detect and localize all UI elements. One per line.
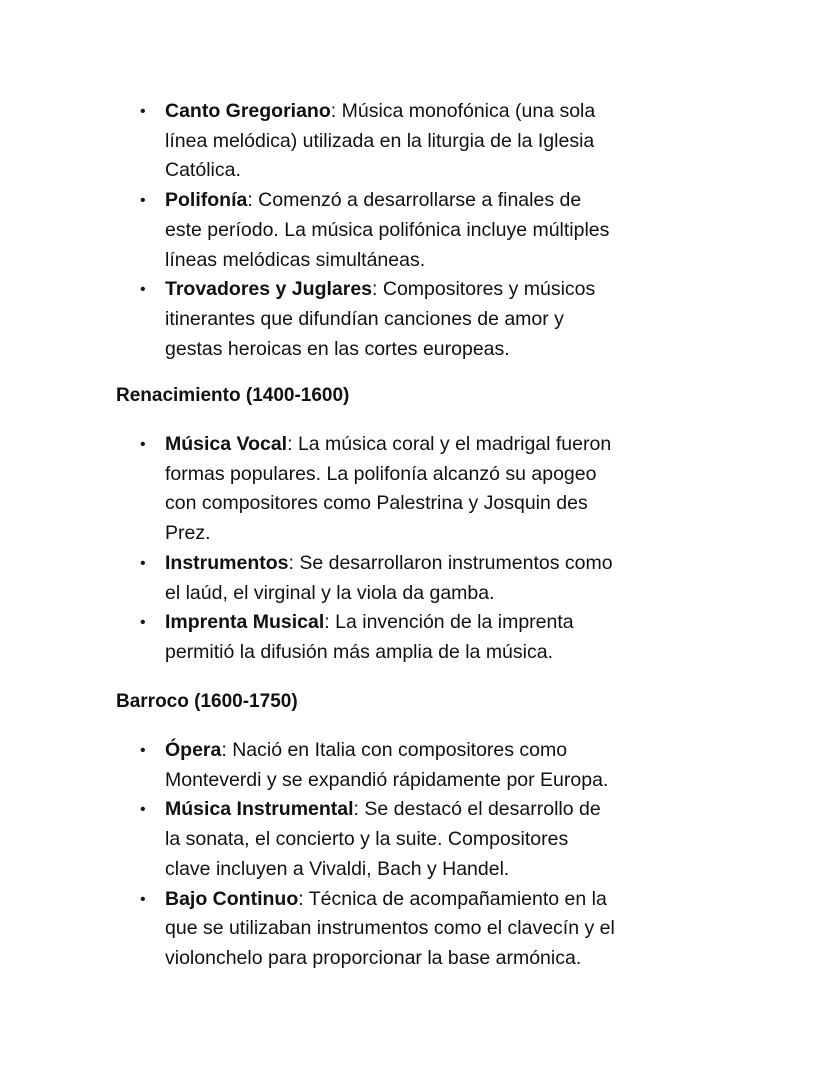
item-text: línea melódica) utilizada en la liturgia de la Iglesia — [165, 129, 595, 152]
item-line — [165, 489, 828, 519]
item-term: Música Vocal — [165, 433, 288, 455]
item-text: itinerantes que difundían canciones de amor y — [165, 307, 564, 330]
item-line — [165, 335, 828, 365]
list-item — [0, 736, 828, 795]
item-line — [165, 246, 828, 276]
item-text: que se utilizaban instrumentos como el clavecín y el — [165, 917, 615, 940]
item-text: con compositores como Palestrina y Josquin des — [165, 492, 588, 515]
item-text: : Compositores y músicos — [372, 278, 596, 301]
item-line — [165, 127, 828, 157]
item-line — [165, 825, 828, 855]
item-line — [165, 855, 828, 885]
item-line — [165, 519, 828, 549]
item-line — [165, 736, 828, 766]
list-item — [0, 885, 828, 974]
item-text: Prez. — [165, 522, 211, 545]
list-item — [0, 97, 828, 186]
bullet-icon: • — [140, 614, 146, 632]
item-line — [165, 914, 828, 944]
bullet-icon: • — [140, 742, 146, 759]
bullet-icon: • — [140, 890, 146, 908]
item-text: clave incluyen a Vivaldi, Bach y Handel. — [165, 857, 510, 880]
section-heading-barroco: Barroco (1600-1750) — [116, 691, 298, 712]
item-text: el laúd, el virginal y la viola da gamba. — [165, 581, 495, 604]
item-text: : Comenzó a desarrollarse a finales de — [247, 189, 582, 212]
item-term: Instrumentos — [165, 551, 289, 574]
list-item — [0, 186, 828, 275]
item-text: Monteverdi y se expandió rápidamente por Europa. — [165, 768, 609, 791]
item-line — [165, 186, 828, 216]
section-heading-renacimiento: Renacimiento (1400-1600) — [116, 385, 350, 406]
item-text: violonchelo para proporcionar la base armónica. — [165, 946, 582, 969]
list-item — [0, 275, 828, 364]
item-line — [165, 608, 828, 638]
item-line — [165, 460, 828, 490]
item-text: : Nació en Italia con compositores como — [221, 739, 568, 761]
item-text: gestas heroicas en las cortes europeas. — [165, 337, 510, 360]
item-text: líneas melódicas simultáneas. — [165, 248, 426, 271]
item-line — [165, 97, 828, 127]
item-term: Canto Gregoriano — [165, 100, 331, 122]
item-text: : Se desarrollaron instrumentos como — [288, 551, 613, 574]
item-line — [165, 766, 828, 796]
item-line — [165, 795, 828, 825]
list-item — [0, 430, 828, 549]
item-line — [165, 638, 828, 668]
item-text: la sonata, el concierto y la suite. Compositores — [165, 828, 569, 851]
item-term: Trovadores y Juglares — [165, 278, 373, 301]
barroco-list — [0, 736, 828, 974]
item-term: Imprenta Musical — [165, 611, 325, 634]
bullet-icon: • — [140, 192, 146, 210]
renacimiento-list — [0, 430, 828, 668]
item-term: Música Instrumental — [165, 798, 354, 821]
item-line — [165, 885, 828, 915]
item-text: : Técnica de acompañamiento en la — [298, 887, 607, 910]
list-item — [0, 549, 828, 608]
item-term: Ópera — [165, 739, 222, 761]
item-line — [165, 549, 828, 579]
item-line — [165, 216, 828, 246]
bullet-icon: • — [140, 103, 146, 120]
item-text: : La invención de la imprenta — [324, 611, 574, 634]
item-text: formas populares. La polifonía alcanzó su apogeo — [165, 462, 597, 485]
item-line — [165, 156, 828, 186]
item-text: este período. La música polifónica incluye múltiples — [165, 218, 610, 241]
bullet-icon: • — [140, 436, 146, 453]
medieval-list — [0, 97, 828, 364]
item-text: : La música coral y el madrigal fueron — [287, 433, 612, 455]
item-text: permitió la difusión más amplia de la música. — [165, 640, 554, 663]
item-text: : Se destacó el desarrollo de — [353, 798, 601, 821]
list-item — [0, 608, 828, 667]
bullet-icon: • — [140, 281, 146, 299]
item-term: Bajo Continuo — [165, 887, 299, 910]
bullet-icon: • — [140, 801, 146, 819]
item-line — [165, 430, 828, 460]
bullet-icon: • — [140, 554, 146, 572]
item-text: Católica. — [165, 159, 241, 182]
item-line — [165, 579, 828, 609]
list-item — [0, 795, 828, 884]
item-line — [165, 944, 828, 974]
item-text: : Música monofónica (una sola — [330, 100, 596, 122]
item-term: Polifonía — [165, 189, 248, 212]
item-line — [165, 275, 828, 305]
item-line — [165, 305, 828, 335]
